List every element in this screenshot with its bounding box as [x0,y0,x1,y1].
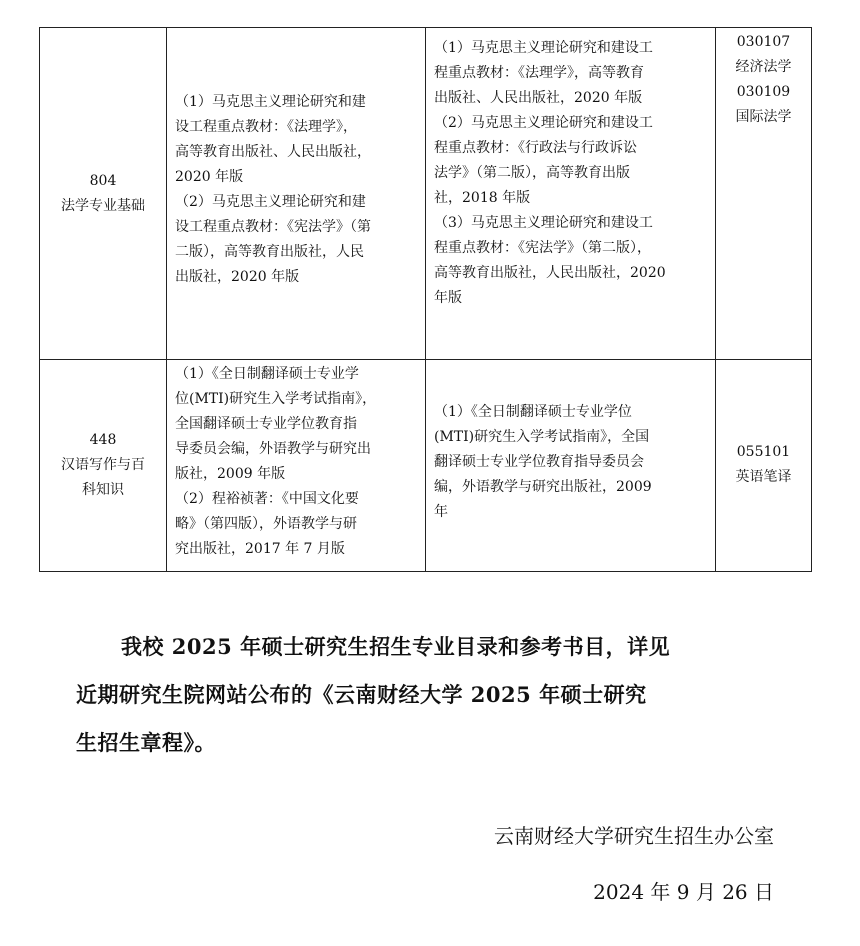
subject-code: 804 [89,173,117,189]
retest-ref-line: 翻译硕士专业学位教育指导委员会 [434,454,644,470]
major-line: 经济法学 [735,59,792,75]
prelim-ref-line: 位(MTI)研究生入学考试指南》， [175,391,377,407]
subject-cell [40,360,167,571]
subject-name-line: 科知识 [82,482,124,498]
subject-name-line: 汉语写作与百 [61,457,145,473]
prelim-ref-line: （1）《全日制翻译硕士专业学 [175,366,359,382]
prelim-ref-line: 略》（第四版），外语教学与研 [175,516,357,532]
notice-line: 近期研究生院网站公布的《云南财经大学 2025 年硕士研究 [76,682,647,707]
retest-ref-line: 高等教育出版社，人民出版社，2020 [434,265,666,281]
retest-refs-cell [426,28,716,359]
signature-date: 2024 年 9 月 26 日 [593,880,774,904]
prelim-ref-line: 二版），高等教育出版社，人民 [175,244,364,260]
majors-cell [716,360,812,571]
retest-ref-line: 程重点教材：《宪法学》（第二版）， [434,240,651,256]
reference-table [39,27,812,572]
prelim-ref-line: （2）程裕祯著：《中国文化要 [175,491,359,507]
major-line: 030107 [736,34,791,50]
major-line: 国际法学 [735,109,792,125]
prelim-ref-line: 出版社，2020 年版 [175,269,300,285]
prelim-ref-line: 全国翻译硕士专业学位教育指 [175,416,357,432]
prelim-ref-line: 版社，2009 年版 [175,466,286,482]
retest-ref-line: 程重点教材：《行政法与行政诉讼 [434,140,637,156]
table-row [40,360,812,572]
retest-ref-line: （2）马克思主义理论研究和建设工 [434,115,653,131]
notice-paragraph [76,623,796,767]
retest-ref-line: （1）《全日制翻译硕士专业学位 [434,404,632,420]
prelim-refs-cell [167,360,426,571]
prelim-refs-cell [167,28,426,359]
subject-name: 法学专业基础 [61,198,145,214]
retest-ref-line: 年版 [434,290,462,306]
prelim-ref-line: （1）马克思主义理论研究和建 [175,94,366,110]
prelim-ref-line: （2）马克思主义理论研究和建 [175,194,366,210]
majors-cell [716,28,812,359]
retest-ref-line: 程重点教材：《法理学》，高等教育 [434,65,644,81]
retest-ref-line: （1）马克思主义理论研究和建设工 [434,40,653,56]
signature-office: 云南财经大学研究生招生办公室 [494,824,774,848]
retest-ref-line: 出版社、人民出版社，2020 年版 [434,90,643,106]
major-line: 英语笔译 [735,469,792,485]
major-line: 055101 [736,444,791,460]
notice-line: 生招生章程》。 [76,730,216,755]
prelim-ref-line: 2020 年版 [175,169,244,185]
retest-ref-line: 年 [434,504,448,520]
subject-code: 448 [89,432,117,448]
prelim-ref-line: 导委员会编，外语教学与研究出 [175,441,371,457]
prelim-ref-line: 设工程重点教材：《法理学》， [175,119,357,135]
prelim-ref-line: 究出版社，2017 年 7 月版 [175,541,345,557]
notice-line: 我校 2025 年硕士研究生招生专业目录和参考书目，详见 [121,634,671,659]
prelim-ref-line: 设工程重点教材：《宪法学》（第 [175,219,371,235]
table-row [40,28,812,360]
major-line: 030109 [736,84,791,100]
retest-ref-line: (MTI)研究生入学考试指南》，全国 [434,429,650,445]
retest-refs-cell [426,360,716,571]
prelim-ref-line: 高等教育出版社、人民出版社， [175,144,371,160]
retest-ref-line: （3）马克思主义理论研究和建设工 [434,215,653,231]
retest-ref-line: 法学》（第二版），高等教育出版 [434,165,630,181]
subject-cell [40,28,167,359]
retest-ref-line: 社，2018 年版 [434,190,531,206]
retest-ref-line: 编，外语教学与研究出版社，2009 [434,479,652,495]
